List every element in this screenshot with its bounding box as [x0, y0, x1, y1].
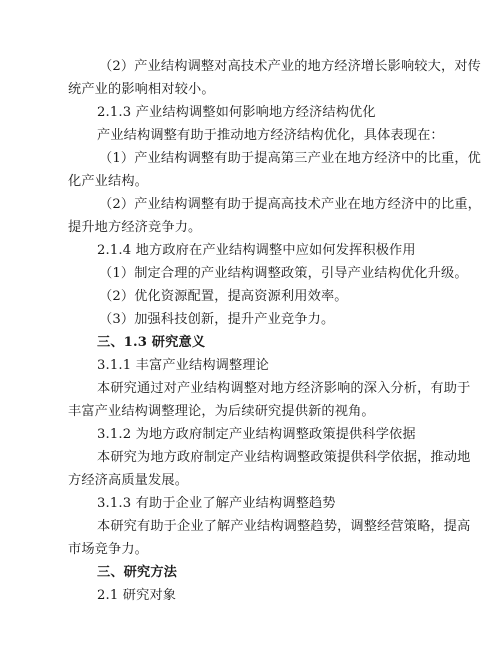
paragraph-line: 统产业的影响相对较小。 [68, 82, 215, 97]
chapter-heading: 三、1.3 研究意义 [97, 335, 206, 350]
paragraph-line: 市场竞争力。 [68, 542, 149, 557]
chapter-heading: 三、研究方法 [97, 565, 178, 580]
section-heading: 2.1 研究对象 [97, 588, 177, 603]
list-item-line: （2）产业结构调整有助于提高高技术产业在地方经济中的比重， [99, 197, 481, 212]
section-heading: 2.1.4 地方政府在产业结构调整中应如何发挥积极作用 [97, 243, 416, 258]
section-heading: 3.1.2 为地方政府制定产业结构调整政策提供科学依据 [97, 427, 416, 442]
list-item-line: （1）产业结构调整有助于提高第三产业在地方经济中的比重，优 [99, 151, 481, 166]
paragraph-line: 本研究通过对产业结构调整对地方经济影响的深入分析，有助于 [97, 381, 471, 396]
list-item-line: （1）制定合理的产业结构调整政策，引导产业结构优化升级。 [99, 266, 468, 281]
paragraph-line: 方经济高质量发展。 [68, 473, 189, 488]
paragraph-line: 产业结构调整有助于推动地方经济结构优化，具体表现在： [97, 128, 444, 143]
paragraph-line: 本研究为地方政府制定产业结构调整政策提供科学依据，推动地 [97, 450, 471, 465]
section-heading: 3.1.1 丰富产业结构调整理论 [97, 358, 270, 373]
section-heading: 2.1.3 产业结构调整如何影响地方经济结构优化 [97, 105, 376, 120]
list-item-line: （2）优化资源配置，提高资源利用效率。 [99, 289, 348, 304]
section-heading: 3.1.3 有助于企业了解产业结构调整趋势 [97, 496, 336, 511]
paragraph-line: （2）产业结构调整对高技术产业的地方经济增长影响较大，对传 [99, 59, 481, 74]
paragraph-line: 本研究有助于企业了解产业结构调整趋势，调整经营策略，提高 [97, 519, 471, 534]
paragraph-line: 丰富产业结构调整理论，为后续研究提供新的视角。 [68, 404, 375, 419]
list-item-line: 提升地方经济竞争力。 [68, 220, 202, 235]
list-item-line: 化产业结构。 [68, 174, 149, 189]
list-item-line: （3）加强科技创新，提升产业竞争力。 [99, 312, 335, 327]
